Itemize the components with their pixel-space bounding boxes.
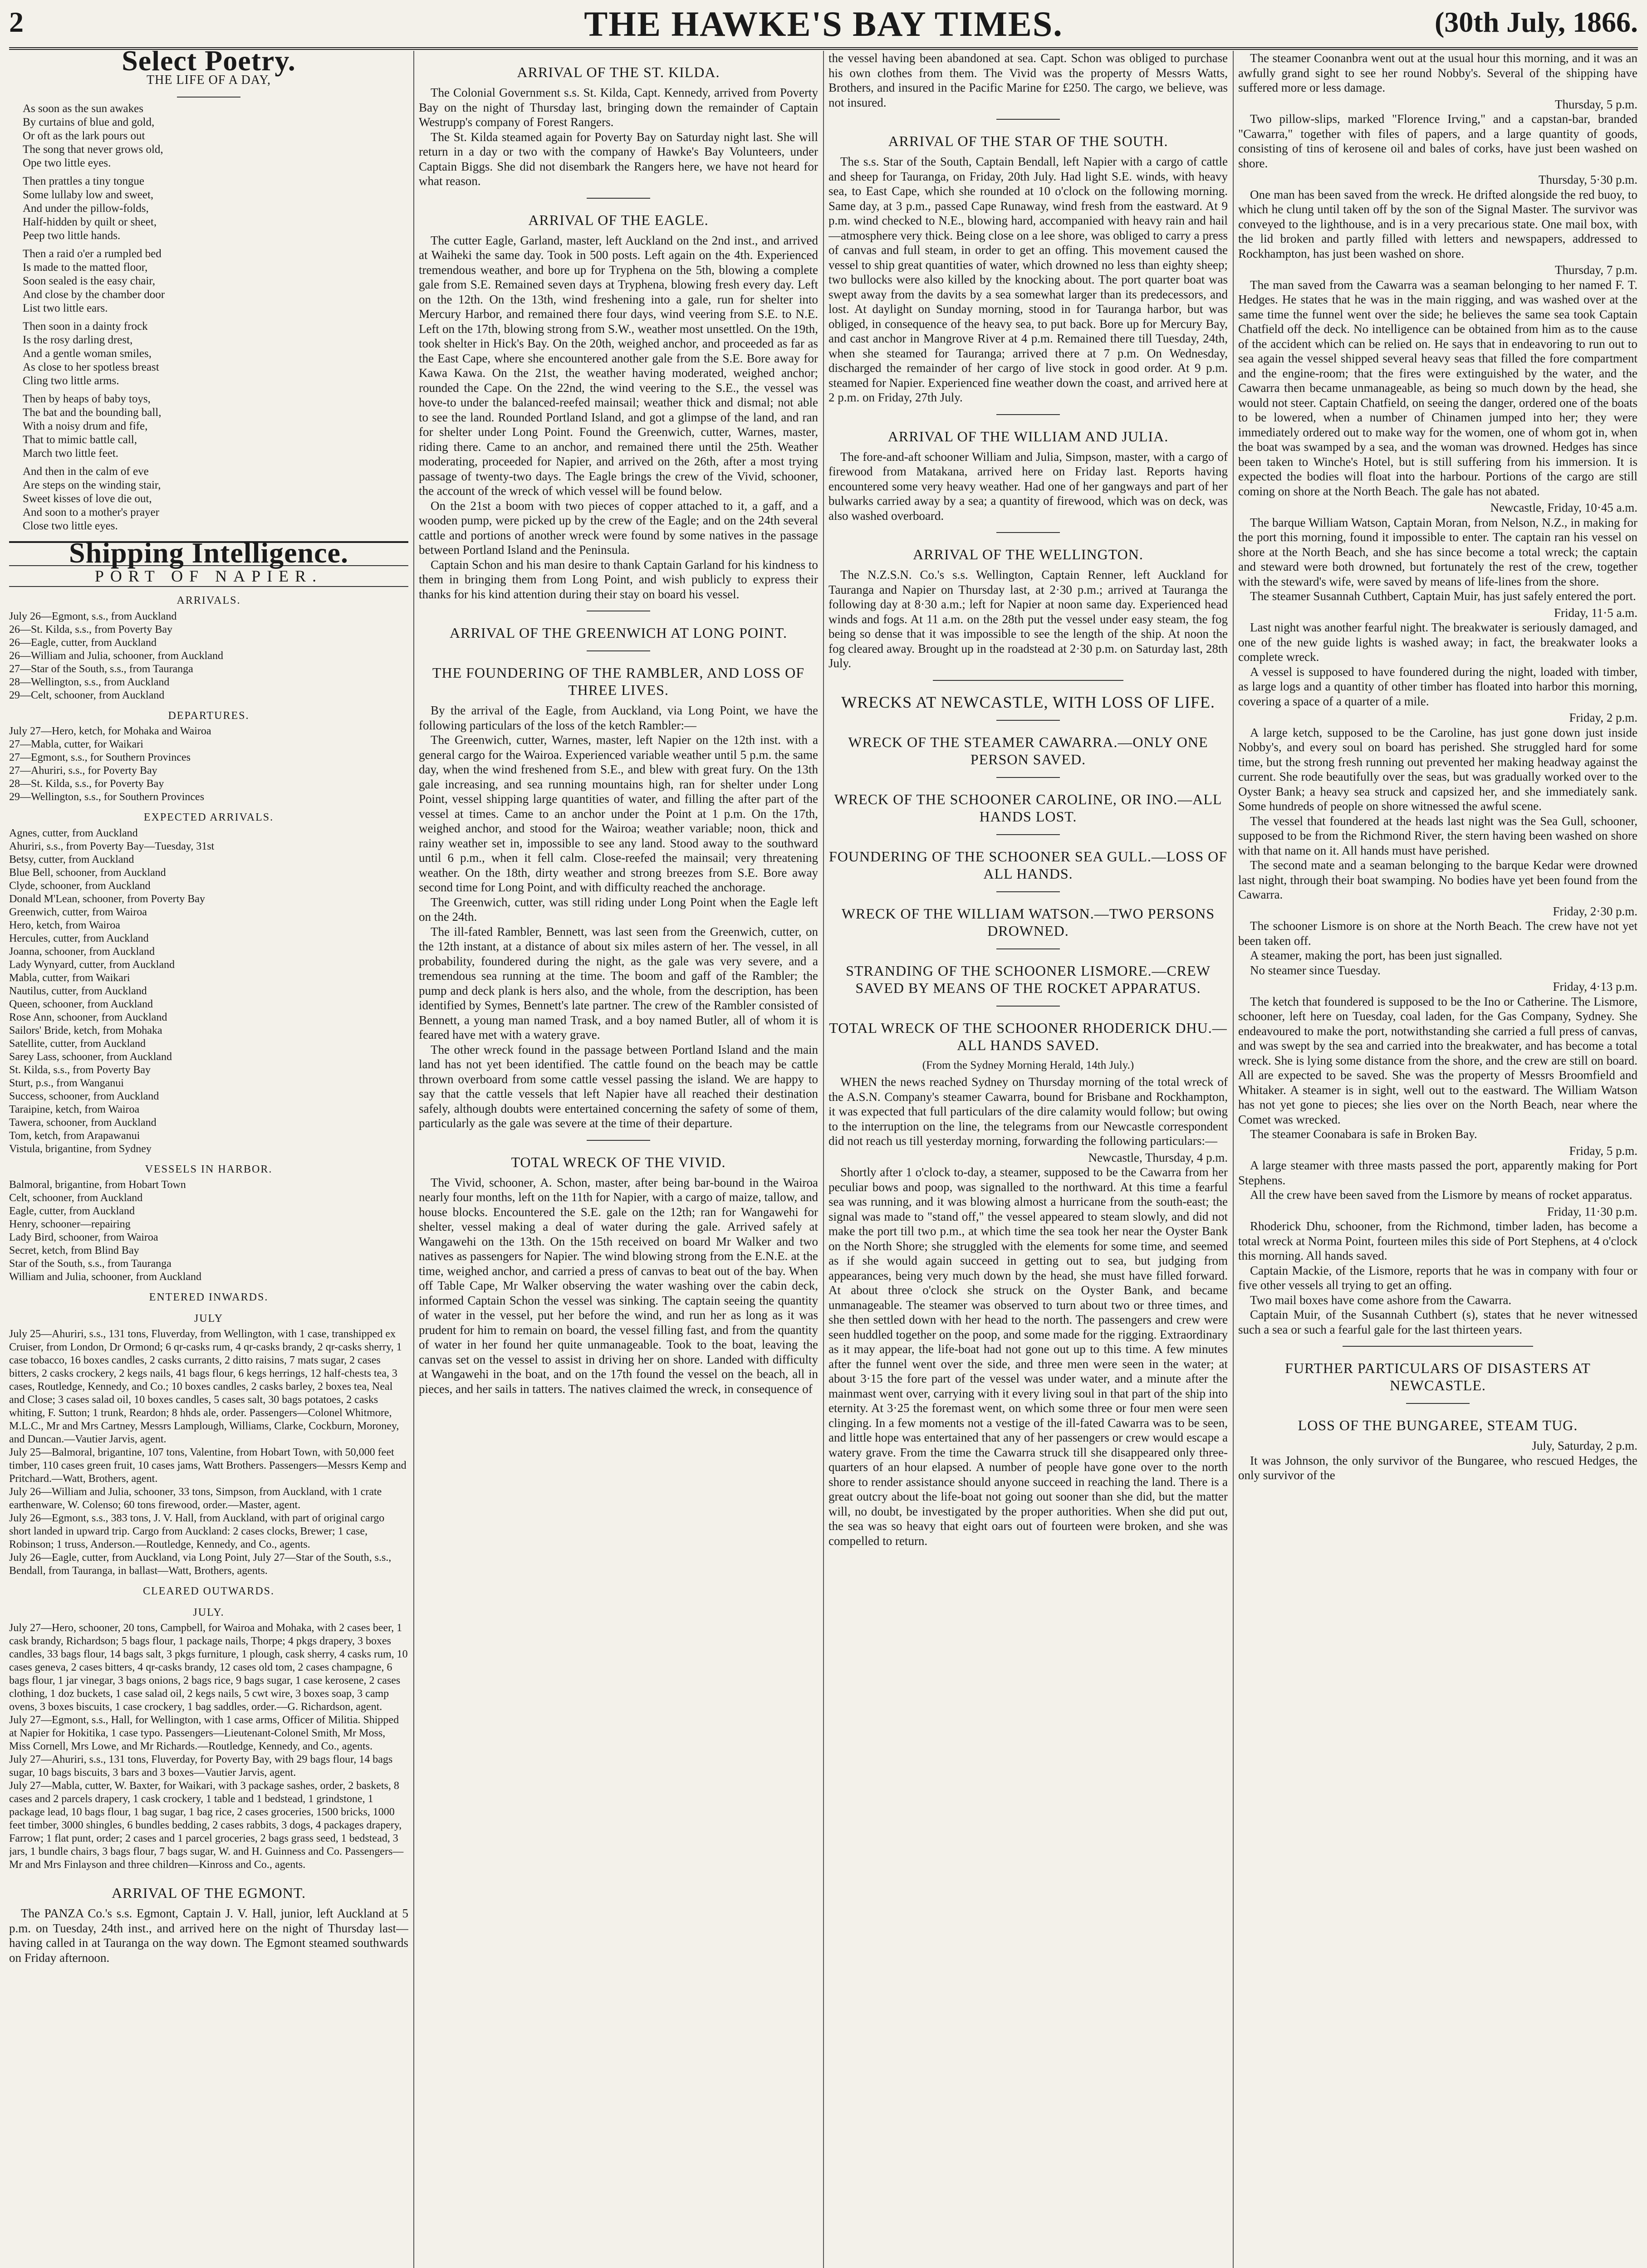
column-rule xyxy=(413,51,414,2268)
dateline: Friday, 11·5 a.m. xyxy=(1554,606,1637,620)
article-paragraph: The barque William Watson, Captain Moran, from Nelson, N.Z., in making for the port this morning, found it impossible to enter. The captain ran his vessel on shore at the North Beach, and she has since become a total wreck; the captain and steward were both drowned, but fortunately the rest of the crew, together with the steward's wife, were saved by means of life-lines from the shore. xyxy=(1238,515,1637,588)
vessels-list: Balmoral, brigantine, from Hobart Town Celt, schooner, from Auckland Eagle, cutter, from Auckland Henry, schooner—repairing Lady Bird, schooner, from Wairoa Secret, ketch, from Blind Bay Star of the South, s.s., from Tauranga William and Julia, schooner, from Auckland xyxy=(9,1179,201,1283)
divider xyxy=(587,650,650,651)
divider xyxy=(587,198,650,199)
article-paragraph: The ill-fated Rambler, Bennett, was last seen from the Greenwich, cutter, on the 12th instant, at a distance of about six miles astern of her. The vessel, in all probability, foundered during the night, as the gale was very severe, and a tremendous sea running at the time. The boom and gaff of the Rambler; the pump and deck plank is hers also, and the whole, from the description, has been identified by Symes, Bennett's late partner. The crew of the Rambler consisted of Bennett, a young man named Trask, and a boy named Butler, all of whom it is feared have met with a watery grave. xyxy=(419,924,818,1041)
article-paragraph: By the arrival of the Eagle, from Auckland, via Long Point, we have the following particulars of the loss of the ketch Rambler:— xyxy=(419,704,818,732)
dateline: Friday, 2 p.m. xyxy=(1569,711,1637,724)
newspaper-title: THE HAWKE'S BAY TIMES. xyxy=(584,4,1063,44)
section-label: EXPECTED ARRIVALS. xyxy=(143,811,274,823)
article-paragraph: The N.Z.S.N. Co.'s s.s. Wellington, Captain Renner, left Auckland for Tauranga and Napier on Thursday last, at 2·30 p.m.; arrived at Tauranga the following day at 8·30 a.m.; left for Napier at noon same day. Experienced head winds and fogs. At 11 a.m. on the 28th put the vessel under easy steam, the fog being so dense that it was impossible to see the length of the ship. At noon the fog cleared away. Brought up in the roadstead at 2·30 p.m. on Saturday last, 28th July. xyxy=(828,568,1228,670)
page-number: 2 xyxy=(9,6,24,38)
article-heading: ARRIVAL OF THE WELLINGTON. xyxy=(913,546,1143,562)
article-paragraph: Captain Schon and his man desire to thank Captain Garland for his kindness to them in bringing them from Long Point, and wish publicly to express their thanks for his kind attention during their stay on board his vessel. xyxy=(419,557,818,601)
article-heading: ARRIVAL OF THE WILLIAM AND JULIA. xyxy=(887,428,1169,445)
section-label: VESSELS IN HARBOR. xyxy=(145,1163,273,1175)
article-paragraph: The other wreck found in the passage between Portland Island and the main land has not yet been identified. The cattle found on the beach may be cattle thrown overboard from some cattle vessel passing the island. We are happy to say that the cattle vessels that left Napier have all reached their destination safely, although doubts were entertained concerning the safety of some of them, particularly as the gale was severe at the time of their departure. xyxy=(419,1042,818,1130)
dateline: Thursday, 7 p.m. xyxy=(1555,263,1637,277)
divider xyxy=(996,1006,1060,1007)
article-paragraph: Rhoderick Dhu, schooner, from the Richmond, timber laden, has become a total wreck at Norma Point, fourteen miles this side of Port Stephens, at 4 o'clock this morning. All hands saved. xyxy=(1238,1219,1637,1262)
column-2 xyxy=(419,51,818,2268)
article-paragraph: The fore-and-aft schooner William and Julia, Simpson, master, with a cargo of firewood from Matakana, arrived here on Friday last. Reports having encountered some very heavy weather. Had one of her gangways and part of her bulwarks carried away by a sea; a quantity of firewood, which was on deck, was also washed overboard. xyxy=(828,450,1228,523)
sub-heading: FOUNDERING OF THE SCHOONER SEA GULL.—LOSS OF ALL HANDS. xyxy=(828,848,1228,882)
section-label: ENTERED INWARDS. xyxy=(149,1291,269,1303)
section-sublabel: JULY. xyxy=(193,1606,225,1618)
article-paragraph: All the crew have been saved from the Lismore by means of rocket apparatus. xyxy=(1250,1188,1632,1202)
dateline: Friday, 11·30 p.m. xyxy=(1547,1204,1637,1218)
dateline: Friday, 5 p.m. xyxy=(1569,1144,1637,1158)
article-paragraph: A steamer, making the port, has been just signalled. xyxy=(1250,948,1503,962)
divider xyxy=(177,97,240,98)
article-paragraph: Shortly after 1 o'clock to-day, a steamer, supposed to be the Cawarra from her peculiar bows and poop, was signalled to the northward. At this time a fearful sea was running, and it was blowing almost a hurricane from the south-east; the signal was made to "stand off," the vessel appeared to steam slowly, and did not make the port till two p.m., at which time the sea took her near the Oyster Bank on the North Shore; she struggled with the elements for some time, and seemed as if she would again succeed in getting out to sea, but judging from appearances, being very much down by the head, she must have filled forward. At about three o'clock she struck on the Oyster Bank, and became unmanageable. The steamer was observed to turn about two or three times, and she then settled down with her head to the north. The passengers and crew were seen huddled together on the poop, and some made for the rigging. Extraordinary as it may appear, the life-boat had not gone out up to this time. A few minutes after the funnel went over the side, and three men were seen in the water; at about 3·15 the fore part of the vessel was under water, and a minute after the mainmast went over, carrying with it every living soul in that part of the ship into eternity. At 3·25 the foremast went, on which some three or four men were seen clinging. In a few moments not a vestige of the ill-fated Cawarra was to be seen, and little hope was entertained that any of her passengers or crew would escape a watery grave. From the time the Cawarra struck till she disappeared only three-quarters of an hour elapsed. A number of people have gone over to the north shore to render assistance should anyone succeed in reaching the land. There is a great outcry about the life-boat not going out sooner than she did, but the matter will, no doubt, be investigated by the proper authorities. When she did put out, the sea was so heavy that eight oars out of fourteen were broken, and she was compelled to return. xyxy=(828,1165,1228,1548)
article-paragraph: The schooner Lismore is on shore at the North Beach. The crew have not yet been taken off. xyxy=(1238,919,1637,948)
poem-stanza: Then soon in a dainty frock Is the rosy darling drest, And a gentle woman smiles, As close to her spotless breast Cling two little arms. xyxy=(23,320,159,387)
article-paragraph: Two pillow-slips, marked "Florence Irving," and a capstan-bar, branded "Cawarra," together with files of papers, and a large quantity of goods, consisting of tins of kerosene oil and bales of corks, have just been washed on shore. xyxy=(1238,112,1637,170)
sub-heading: STRANDING OF THE SCHOONER LISMORE.—CREW SAVED BY MEANS OF THE ROCKET APPARATUS. xyxy=(846,962,1211,996)
sub-heading: WRECK OF THE STEAMER CAWARRA.—ONLY ONE PERSON SAVED. xyxy=(848,733,1208,767)
dateline: Friday, 4·13 p.m. xyxy=(1553,980,1637,993)
article-paragraph: Captain Mackie, of the Lismore, reports that he was in company with four or five other vessels all trying to get an offing. xyxy=(1238,1263,1637,1292)
article-paragraph: The s.s. Star of the South, Captain Bendall, left Napier with a cargo of cattle and sheep for Tauranga, on Friday, 20th July. Had light S.E. winds, with heavy sea, to East Cape, which she rounded at 10 o'clock on the following morning. Same day, at 3 p.m., passed Cape Runaway, wind fresh from the eastward. At 9 p.m. wind checked to N.E., blowing hard, accompanied with heavy rain and hail—atmosphere very thick. Being close on a lee shore, was obliged to carry a press of canvas and full steam, in order to get an offing. This movement caused the vessel to ship great quantities of water, which drowned no less than eighty sheep; two bullocks were also killed by the knocking about. The port quarter boat was swept away from the davits by a sea somewhat larger than its predecessors, and lost. At daylight on Sunday morning, stood in for Tauranga harbor, but was obliged, in consequence of the heavy sea, to put back. Bore up for Mercury Bay, and cast anchor in Mangrove River at 4 p.m. Remained there till Tuesday, 24th, when she steamed for Tauranga; arrived there at 7 p.m. On Wednesday, discharged the remainder of her cargo of live stock in good order. At 9 p.m. steamed for Napier. Experienced fine weather down the coast, and arrived here at 2 p.m. on Friday, 27th July. xyxy=(828,155,1228,404)
dateline: July, Saturday, 2 p.m. xyxy=(1532,1439,1637,1452)
departures-list: July 27—Hero, ketch, for Mohaka and Wairoa 27—Mabla, cutter, for Waikari 27—Egmont, s.s., for Southern Provinces 27—Ahuriri, s.s., for Poverty Bay 28—St. Kilda, s.s., for Poverty Bay 29—Wellington, s.s., for Southern Provinces xyxy=(9,725,211,803)
divider xyxy=(996,948,1060,949)
dateline: Thursday, 5·30 p.m. xyxy=(1539,173,1637,186)
shipping-header: Shipping Intelligence. xyxy=(69,537,348,569)
expected-list: Agnes, cutter, from Auckland Ahuriri, s.s., from Poverty Bay—Tuesday, 31st Betsy, cutter, from Auckland Blue Bell, schooner, from Auckland Clyde, schooner, from Auckland Donald M'Lean, schooner, from Poverty Bay Greenwich, cutter, from Wairoa Hero, ketch, from Wairoa Hercules, cutter, from Auckland Joanna, schooner, from Auckland Lady Wynyard, cutter, from Auckland Mabla, cutter, from Waikari Nautilus, cutter, from Auckland Queen, schooner, from Auckland Rose Ann, schooner, from Auckland Sailors' Bride, ketch, from Mohaka Satellite, cutter, from Auckland Sarey Lass, schooner, from Auckland St. Kilda, s.s., from Poverty Bay Sturt, p.s., from Wanganui Success, schooner, from Auckland Taraipine, ketch, from Wairoa Tawera, schooner, from Auckland Tom, ketch, from Arapawanui Vistula, brigantine, from Sydney xyxy=(9,827,215,1155)
section-label: CLEARED OUTWARDS. xyxy=(143,1585,274,1597)
dateline: Friday, 2·30 p.m. xyxy=(1553,904,1637,918)
article-paragraph: A large ketch, supposed to be the Caroline, has just gone down just inside Nobby's, and every soul on board has perished. She struggled hard for some time, but the strong fresh running out prevented her making headway against the current. She rode beautifully over the seas, but was gradually worked over to the Oyster Bank; a heavy sea struck and capsized her, and she immediately sank. Some hundreds of people on shore witnessed the awful scene. xyxy=(1238,725,1637,813)
article-paragraph: Captain Muir, of the Susannah Cuthbert (s), states that he never witnessed such a sea or such a fearful gale for the last thirteen years. xyxy=(1238,1308,1637,1336)
divider xyxy=(996,777,1060,778)
divider xyxy=(996,891,1060,892)
section-sublabel: JULY xyxy=(194,1312,224,1325)
sub-heading: LOSS OF THE BUNGAREE, STEAM TUG. xyxy=(1298,1417,1578,1433)
poem-stanza: Then prattles a tiny tongue Some lullaby low and sweet, And under the pillow-folds, Half-hidden by quilt or sheet, Peep two little hands. xyxy=(23,175,157,242)
article-paragraph: WHEN the news reached Sydney on Thursday morning of the total wreck of the A.S.N. Company's steamer Cawarra, bound for Brisbane and Rockhampton, it was expected that full particulars of the dire calamity would follow; but owing to the interruption on the line, the telegrams from our Newcastle correspondent did not reach us till yesterday morning, forwarding the following particulars:— xyxy=(828,1075,1228,1148)
divider xyxy=(996,834,1060,835)
article-paragraph: The cutter Eagle, Garland, master, left Auckland on the 2nd inst., and arrived at Waiheki the same day. Took in 500 posts. Left again on the 4th. Experienced tremendous weather, and bore up for Tryphena on the 5th, blowing a complete gale from S.E. Remained seven days at Tryphena, blowing fresh every day. Left on the 12th. On the 13th, wind freshening into a gale, run for shelter into Mercury Harbor, and remained there four days, wind veering from S.E. to N.E. Left on the 17th, blowing strong from S.W., weather most unsettled. On the 19th, took shelter in Hick's Bay. On the 20th, weighed anchor, and proceeded as far as the East Cape, where she encountered another gale from the S.E. Bore away for Kawa Kawa. On the 21st, the weather having moderated, weighed anchor; rounded the Cape. On the 22nd, the wind veering to the S.E., the vessel was hove-to under the balanced-reefed mainsail; weather thick and dismal; not able to see the land. Rounded Portland Island, and got a glimpse of the land, and ran for shelter under Long Point. Found the Greenwich, cutter, Warnes, master, riding there. Came to an anchor, and remained there until the 25th. Weather moderating, proceeded for Napier, and arrived on the 26th, after a most trying passage of twenty-two days. The Eagle brings the crew of the Vivid, schooner, the account of the wreck of which vessel will be found below. xyxy=(419,233,818,498)
divider xyxy=(1343,1346,1533,1347)
section-label: ARRIVALS. xyxy=(176,595,241,606)
sub-heading: WRECK OF THE WILLIAM WATSON.—TWO PERSONS DROWNED. xyxy=(841,905,1215,939)
article-paragraph: No steamer since Tuesday. xyxy=(1250,963,1381,977)
poetry-header: Select Poetry. xyxy=(122,51,296,77)
poem-title: THE LIFE OF A DAY, xyxy=(147,73,271,87)
article-paragraph: The vessel that foundered at the heads last night was the Sea Gull, schooner, supposed to be from the Richmond River, the stern having been washed on shore with that name on it. All hands must have perished. xyxy=(1238,814,1637,857)
article-paragraph: The steamer Susannah Cuthbert, Captain Muir, has just safely entered the port. xyxy=(1250,589,1636,603)
column-1 xyxy=(9,51,408,2268)
article-paragraph: A large steamer with three masts passed the port, apparently making for Port Stephens. xyxy=(1238,1158,1637,1187)
sub-heading: WRECK OF THE SCHOONER CAROLINE, OR INO.—ALL HANDS LOST. xyxy=(834,791,1222,825)
article-paragraph: On the 21st a boom with two pieces of copper attached to it, a gaff, and a wooden pump, were picked up by the crew of the Eagle; and on the 24th several cattle and portions of another wreck were found by some natives in the passage between Portland Island and the Peninsula. xyxy=(419,499,818,557)
column-4 xyxy=(1238,51,1637,2268)
issue-date: (30th July, 1866. xyxy=(1434,6,1638,38)
article-paragraph: It was Johnson, the only survivor of the Bungaree, who rescued Hedges, the only survivor of the xyxy=(1238,1453,1637,1482)
article-paragraph: The St. Kilda steamed again for Poverty Bay on Saturday night last. She will return in a day or two with the company of Hawke's Bay Volunteers, under Captain Biggs. She did not disembark the Rangers here, we have not heard for what reason. xyxy=(419,130,818,188)
dateline: Newcastle, Thursday, 4 p.m. xyxy=(1088,1150,1228,1164)
article-heading: TOTAL WRECK OF THE VIVID. xyxy=(511,1154,726,1170)
port-heading: PORT OF NAPIER. xyxy=(9,565,408,587)
arrivals-list: July 26—Egmont, s.s., from Auckland 26—St. Kilda, s.s., from Poverty Bay 26—Eagle, cutter, from Auckland 26—William and Julia, schooner, from Auckland 27—Star of the South, s.s., from Tauranga 28—Wellington, s.s., from Auckland 29—Celt, schooner, from Auckland xyxy=(9,610,223,701)
article-paragraph: The Colonial Government s.s. St. Kilda, Capt. Kennedy, arrived from Poverty Bay on the night of Thursday last, bringing down the remainder of Captain Westrupp's company of Forest Rangers. xyxy=(419,86,818,129)
divider xyxy=(587,1140,650,1141)
article-paragraph: Last night was another fearful night. The breakwater is seriously damaged, and one of the new guide lights is washed away; in fact, the breakwater looks a complete wreck. xyxy=(1238,621,1637,664)
column-rule xyxy=(1233,51,1234,2268)
article-heading: FURTHER PARTICULARS OF DISASTERS AT NEWCASTLE. xyxy=(1285,1360,1591,1393)
poem-stanza: As soon as the sun awakes By curtains of blue and gold, Or oft as the lark pours out The song that never grows old, Ope two little eyes. xyxy=(23,103,163,169)
entered-list: July 25—Ahuriri, s.s., 131 tons, Fluverday, from Wellington, with 1 case, transhipped ex Cruiser, from London, Dr Ormond; 6 qr-casks rum, 4 qr-casks brandy, 2 qr-casks sherry, 1 case tobacco, 16 boxes candles, 2 casks currants, 2 ditto raisins, 7 mats sugar, 2 cases bitters, 2 casks crockery, 2 kegs nails, 41 bags flour, 6 kegs herrings, 12 half-chests tea, 3 cases, Routledge, Kennedy, and Co.; 10 boxes candles, 2 casks barley, 2 boxes tea, Neal and Close; 3 cases salad oil, 10 boxes candles, 5 cases salt, 30 bags potatoes, 2 casks whiting, F. Sutton; 1 trunk, Reardon; 8 hhds ale, order. Passengers—Colonel Whitmore, M.L.C., Mr and Mrs Cartney, Messrs Lamplough, Williams, Clarke, Cockburn, Moroney, and Duncan.—Vautier Jarvis, agent. July 25—Balmoral, brigantine, 107 tons, Valentine, from Hobart Town, with 50,000 feet timber, 110 cases green fruit, 10 cases jams, Watt Brothers. Passengers—Messrs Kemp and Pritchard.—Watt, Brothers, agent. July 26—William and Julia, schooner, 33 tons, Simpson, from Auckland, with 1 crate earthenware, W. Colenso; 60 tons firewood, order.—Master, agent. July 26—Egmont, s.s., 383 tons, J. V. Hall, from Auckland, with part of original cargo short landed in upward trip. Cargo from Auckland: 2 cases clocks, Brewer; 1 case, Robinson; 1 truss, Anderson.—Routledge, Kennedy, and Co., agents. July 26—Eagle, cutter, from Auckland, via Long Point, July 27—Star of the South, s.s., Bendall, from Tauranga, in ballast—Watt, Brothers, agents. xyxy=(9,1328,407,1577)
article-paragraph: The Vivid, schooner, A. Schon, master, after being bar-bound in the Wairoa nearly four months, left on the 11th for Napier, with a cargo of maize, tallow, and house blocks. Encountered the S.E. gale on the 12th; ran for Wangawehi for shelter, vessel making a deal of water during the gale. Arrived safely at Wangawehi on the 13th. On the 15th received on board Mr Walker and two natives as passengers for Napier. The wind blowing strong from the E.N.E. at the time, weighed anchor, and carried a press of canvas to beat out of the bay. When off Table Cape, Mr Walker observing the water washing over the cabin deck, informed Captain Schon the vessel was sinking. The captain seeing the quantity of water in the vessel, put her before the wind, and run her as long as it was prudent for him to remain on board, the vessel filling fast, and from the quantity of water in her found her quite unmanageable. Took to the boat, leaving the canvas set on the vessel to assist in driving her on shore. Landed with difficulty at Wangawehi in the boat, and on the 17th found the vessel on the beach, all in pieces, and her sails in tatters. The natives claimed the wreck, in consequence of xyxy=(419,1175,818,1396)
poem-stanza: Then a raid o'er a rumpled bed Is made to the matted floor, Soon sealed is the easy chair, And close by the chamber door List two little ears. xyxy=(23,248,165,314)
article-heading: ARRIVAL OF THE EAGLE. xyxy=(528,211,709,228)
article-heading: THE FOUNDERING OF THE RAMBLER, AND LOSS OF THREE LIVES. xyxy=(432,665,805,698)
divider xyxy=(996,119,1060,120)
article-paragraph: The Greenwich, cutter, Warnes, master, left Napier on the 12th inst. with a general cargo for the Wairoa. Experienced variable weather until 5 p.m. the same day, when the wind freshened from S.E., and blew with great fury. On the 13th gale increasing, and sea running mountains high, ran for shelter under Long Point, vessel shipping large quantities of water, and filling the after part of the vessel at times. Came to an anchor under the Point at 1 p.m. On the 17th, weighed anchor, and stood for the Wairoa; weather variable; noon, thick and rainy weather set in, impossible to see any land. Stood away to the southward until 6 p.m., when it fell calm. Close-reefed the mainsail; very threatening weather. On the 18th, dirty weather and strong breezes from S.E. Bore away second time for Long Point, and with difficulty reached the anchorage. xyxy=(419,733,818,894)
section-label: DEPARTURES. xyxy=(168,709,250,722)
masthead xyxy=(9,4,1638,50)
article-paragraph: Two mail boxes have come ashore from the Cawarra. xyxy=(1250,1293,1512,1307)
article-paragraph: the vessel having been abandoned at sea. Capt. Schon was obliged to purchase his own clothes from them. The Vivid was the property of Messrs Watts, Brothers, and insured in the Pacific Marine for £250. The cargo, we believe, was not insured. xyxy=(828,51,1228,109)
article-heading: ARRIVAL OF THE ST. KILDA. xyxy=(517,64,720,80)
article-heading: ARRIVAL OF THE STAR OF THE SOUTH. xyxy=(888,133,1168,149)
article-paragraph: The man saved from the Cawarra was a seaman belonging to her named F. T. Hedges. He states that he was in the main rigging, and was washed over at the same time the funnel went over the side; he believes the same sea took Captain Chatfield off the deck. No intelligence can be obtained from him as to the cause of the accident which can be relied on. He says that in endeavoring to run out to sea again the vessel shipped several heavy seas that filled the fore compartment and the engine-room; that the fires were extinguished by the water, and the Cawarra then became unmanageable, as being so much down by the head, she would not steer. Captain Chatfield, on seeing the danger, ordered one of the boats to be lowered, when a number of Chinamen jumped into her; they were immediately ordered out to make way for the women, one of whom got in, when the boat was swamped by a sea, and the woman was drowned. Hedges has since been taken to Winche's Hotel, but is still suffering from his immersion. It is expected the bodies will float into the harbour. Portions of the cargo are still coming on shore at the North Beach. The gale has not abated. xyxy=(1238,278,1637,498)
article-paragraph: The steamer Coonanbra went out at the usual hour this morning, and it was an awfully grand sight to see her round Nobby's. Several of the shipping have suffered more or less damage. xyxy=(1238,51,1637,94)
article-heading: ARRIVAL OF THE EGMONT. xyxy=(112,1885,306,1901)
article-paragraph: The ketch that foundered is supposed to be the Ino or Catherine. The Lismore, schooner, left here on Tuesday, coal laden, for the Gas Company, Sydney. She endeavoured to make the port, notwithstanding she carried a full press of canvas, and was swept by the sea and carried into the breakwater, and has become a total wreck. She is lying some distance from the shore, and the crew are still on board. All are expected to be saved. She was the property of Messrs Broomfield and Whitaker. A steamer is in sight, well out to the eastward. The William Watson has not yet gone to pieces; she lies over on the North Beach, near where the Comet was wrecked. xyxy=(1238,994,1637,1126)
poem-stanza: Then by heaps of baby toys, The bat and the bounding ball, With a noisy drum and fife, That to mimic battle call, March two little feet. xyxy=(23,393,162,459)
divider xyxy=(996,720,1060,721)
dateline: Newcastle, Friday, 10·45 a.m. xyxy=(1490,501,1637,514)
columns xyxy=(9,51,1638,2268)
article-heading: WRECKS AT NEWCASTLE, WITH LOSS OF LIFE. xyxy=(841,693,1215,711)
source-credit: (From the Sydney Morning Herald, 14th July.) xyxy=(922,1059,1134,1071)
sub-heading: TOTAL WRECK OF THE SCHOONER RHODERICK DHU.—ALL HANDS SAVED. xyxy=(829,1019,1227,1053)
divider xyxy=(996,414,1060,415)
poem-stanza: And then in the calm of eve Are steps on the winding stair, Sweet kisses of love die out, And soon to a mother's prayer Close two little eyes. xyxy=(23,465,161,532)
divider xyxy=(933,680,1123,681)
cleared-list: July 27—Hero, schooner, 20 tons, Campbell, for Wairoa and Mohaka, with 2 cases beer, 1 cask brandy, Richardson; 5 bags flour, 1 package nails, Thorpe; 4 pkgs drapery, 3 boxes candles, 33 bags flour, 14 bags salt, 3 pkgs furniture, 1 plough, cask sherry, 4 casks rum, 10 cases geneva, 2 cases bitters, 4 qr-casks brandy, 12 cases old tom, 2 cases champagne, 6 bags flour, 1 jar vinegar, 3 bags onions, 2 bags rice, 9 bags sugar, 1 case kerosene, 2 cases clothing, 1 doz buckets, 1 case salad oil, 2 kegs nails, 5 cwt wire, 3 boxes soap, 3 camp ovens, 3 boxes biscuits, 1 case crockery, 1 bag saddles, order.—G. Richardson, agent. July 27—Egmont, s.s., Hall, for Wellington, with 1 case arms, Officer of Militia. Shipped at Napier for Hokitika, 1 case typo. Passengers—Lieutenant-Colonel Smith, Mr Moss, Miss Cornell, Mrs Lowe, and Mr Richards.—Routledge, Kennedy, and Co., agents. July 27—Ahuriri, s.s., 131 tons, Fluverday, for Poverty Bay, with 29 bags flour, 14 bags sugar, 10 bags biscuits, 3 bars and 3 boxes—Vautier Jarvis, agent. July 27—Mabla, cutter, W. Baxter, for Waikari, with 3 package sashes, order, 2 baskets, 8 cases and 2 parcels drapery, 1 cask crockery, 1 table and 1 bedstead, 1 grindstone, 1 package lead, 10 bags flour, 1 bag sugar, 1 bag rice, 2 cases groceries, 1500 bricks, 1000 feet timber, 3000 shingles, 6 bundles bedding, 2 cases rabbits, 3 dogs, 4 packages drapery, Farrow; 1 flat punt, order; 2 cases and 1 parcel groceries, 2 bags grass seed, 1 bedstead, 3 jars, 1 bundle chairs, 3 bags flour, 7 bags sugar, W. and H. Guinness and Co. Passengers—Mr and Mrs Finlayson and three children—Kinross and Co., agents. xyxy=(9,1622,408,1871)
article-paragraph: The Greenwich, cutter, was still riding under Long Point when the Eagle left on the 24th. xyxy=(419,895,818,924)
divider xyxy=(1406,1403,1470,1404)
dateline: Thursday, 5 p.m. xyxy=(1555,97,1637,111)
column-3 xyxy=(828,51,1228,2268)
article-paragraph: A vessel is supposed to have foundered during the night, loaded with timber, as large logs and a quantity of other timber has floated into harbor this morning, covering a space of a quarter of a mile. xyxy=(1238,665,1637,708)
article-paragraph: The steamer Coonabara is safe in Broken Bay. xyxy=(1250,1127,1477,1141)
article-heading: ARRIVAL OF THE GREENWICH AT LONG POINT. xyxy=(450,625,787,641)
article-paragraph: One man has been saved from the wreck. He drifted alongside the red buoy, to which he clung until taken off by the son of the Signal Master. The survivor was conveyed to the lighthouse, and is in a very precarious state. One mail box, with the lid broken and partly filled with letters and newspapers, addressed to Rockhampton, has just been washed on shore. xyxy=(1238,187,1637,260)
divider xyxy=(996,532,1060,533)
article-paragraph: The second mate and a seaman belonging to the barque Kedar were drowned last night, through their boat swamping. No bodies have yet been found from the Cawarra. xyxy=(1238,858,1637,901)
article-paragraph: The PANZA Co.'s s.s. Egmont, Captain J. V. Hall, junior, left Auckland at 5 p.m. on Tuesday, 24th inst., and arrived here on the night of Thursday last—having called in at Tauranga on the way down. The Egmont steamed southwards on Friday afternoon. xyxy=(9,1906,408,1965)
column-rule xyxy=(823,51,824,2268)
